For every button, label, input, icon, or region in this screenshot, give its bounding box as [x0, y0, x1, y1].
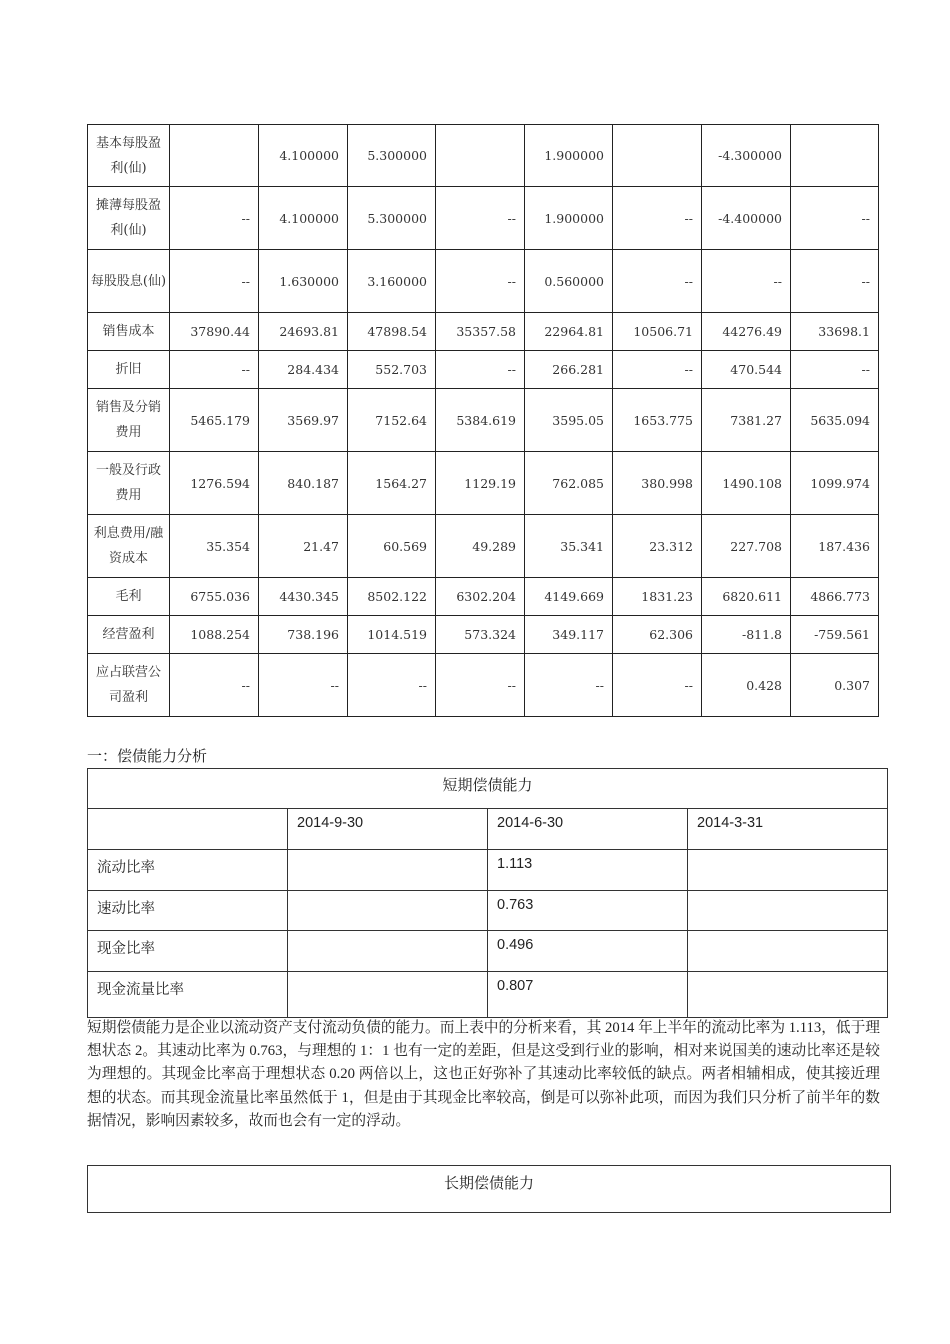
value-cell: 24693.81 [259, 313, 348, 351]
row-label: 毛利 [88, 578, 170, 616]
row-label: 摊薄每股盈利(仙) [88, 187, 170, 250]
ratio-label: 流动比率 [88, 850, 288, 891]
ratio-value: 0.496 [488, 931, 688, 972]
ratio-value [288, 891, 488, 931]
value-cell: 6755.036 [170, 578, 259, 616]
value-cell: 23.312 [613, 515, 702, 578]
value-cell: -- [525, 654, 613, 717]
row-label: 销售及分销费用 [88, 389, 170, 452]
value-cell: 1276.594 [170, 452, 259, 515]
value-cell: 380.998 [613, 452, 702, 515]
row-label: 销售成本 [88, 313, 170, 351]
financial-table-row [88, 187, 879, 250]
value-cell: -- [170, 187, 259, 250]
financial-table-row [88, 250, 879, 313]
value-cell: 1490.108 [702, 452, 791, 515]
value-cell: 0.307 [791, 654, 879, 717]
ratio-value: 1.113 [488, 850, 688, 891]
value-cell: -759.561 [791, 616, 879, 654]
short-term-row [88, 891, 888, 931]
long-term-solvency-table [87, 1165, 891, 1213]
row-label: 应占联营公司盈利 [88, 654, 170, 717]
value-cell: 35357.58 [436, 313, 525, 351]
value-cell: -- [259, 654, 348, 717]
value-cell: 7381.27 [702, 389, 791, 452]
value-cell: 4.100000 [259, 125, 348, 187]
value-cell: 227.708 [702, 515, 791, 578]
value-cell: 1129.19 [436, 452, 525, 515]
value-cell: -- [436, 250, 525, 313]
ratio-value [688, 850, 888, 891]
value-cell: 47898.54 [348, 313, 436, 351]
value-cell: 3569.97 [259, 389, 348, 452]
row-label: 折旧 [88, 351, 170, 389]
value-cell: 1.900000 [525, 187, 613, 250]
ratio-label: 现金比率 [88, 931, 288, 972]
value-cell: -- [613, 187, 702, 250]
value-cell: 4149.669 [525, 578, 613, 616]
value-cell: 5635.094 [791, 389, 879, 452]
financial-table-row [88, 313, 879, 351]
value-cell: 4866.773 [791, 578, 879, 616]
ratio-label: 现金流量比率 [88, 972, 288, 1018]
value-cell: 3.160000 [348, 250, 436, 313]
column-header: 2014-9-30 [288, 809, 488, 850]
value-cell: 6820.611 [702, 578, 791, 616]
value-cell: 35.354 [170, 515, 259, 578]
analysis-paragraph: 短期偿债能力是企业以流动资产支付流动负债的能力。而上表中的分析来看，其 2014 年上半年的流动比率为 1.113，低于理想状态 2。其速动比率为 0.763，与理想的 1：1 也有一定的差距，但是这受到行业的影响，相对来说国美的速动比率还是较为理想的。其现金比率高于理想状态 0.20 两倍以上，这也正好弥补了其速动比率较低的缺点。两者相辅相成，使其接近理想的状态。而其现金流量比率虽然低于 1，但是由于其现金比率较高，倒是可以弥补此项，而因为我们只分析了前半年的数据情况，影响因素较多，故而也会有一定的浮动。 [87, 1020, 880, 1129]
value-cell: 552.703 [348, 351, 436, 389]
value-cell: 1831.23 [613, 578, 702, 616]
column-header: 2014-3-31 [688, 809, 888, 850]
ratio-value: 0.763 [488, 891, 688, 931]
value-cell: -- [791, 187, 879, 250]
value-cell: 266.281 [525, 351, 613, 389]
value-cell: 4430.345 [259, 578, 348, 616]
value-cell: 37890.44 [170, 313, 259, 351]
short-term-row [88, 931, 888, 972]
value-cell: -- [348, 654, 436, 717]
value-cell: 5465.179 [170, 389, 259, 452]
ratio-label: 速动比率 [88, 891, 288, 931]
value-cell: 49.289 [436, 515, 525, 578]
value-cell: -4.300000 [702, 125, 791, 187]
value-cell: 1.900000 [525, 125, 613, 187]
ratio-value: 0.807 [488, 972, 688, 1018]
value-cell: 10506.71 [613, 313, 702, 351]
section-heading: 一：偿债能力分析 [87, 747, 208, 765]
value-cell: 1653.775 [613, 389, 702, 452]
financial-table-row [88, 351, 879, 389]
value-cell: -- [791, 351, 879, 389]
value-cell: 738.196 [259, 616, 348, 654]
value-cell [791, 125, 879, 187]
value-cell: 1564.27 [348, 452, 436, 515]
value-cell: 44276.49 [702, 313, 791, 351]
financial-table-row [88, 125, 879, 187]
row-label: 每股股息(仙) [88, 250, 170, 313]
value-cell: 187.436 [791, 515, 879, 578]
value-cell: 35.341 [525, 515, 613, 578]
value-cell [170, 125, 259, 187]
value-cell: -- [613, 654, 702, 717]
value-cell: -- [702, 250, 791, 313]
value-cell: -- [613, 250, 702, 313]
short-term-row [88, 972, 888, 1018]
column-header: 2014-6-30 [488, 809, 688, 850]
value-cell: 573.324 [436, 616, 525, 654]
value-cell: -- [613, 351, 702, 389]
value-cell: 6302.204 [436, 578, 525, 616]
value-cell: 1014.519 [348, 616, 436, 654]
value-cell: 349.117 [525, 616, 613, 654]
financial-table-row [88, 515, 879, 578]
financial-table-row [88, 578, 879, 616]
row-label: 基本每股盈利(仙) [88, 125, 170, 187]
long-term-table-title: 长期偿债能力 [443, 1175, 534, 1192]
financial-table-row [88, 616, 879, 654]
row-label: 经营盈利 [88, 616, 170, 654]
value-cell: 33698.1 [791, 313, 879, 351]
value-cell: 1088.254 [170, 616, 259, 654]
value-cell: -- [436, 654, 525, 717]
value-cell: 1099.974 [791, 452, 879, 515]
value-cell [436, 125, 525, 187]
value-cell: 3595.05 [525, 389, 613, 452]
short-term-table-title: 短期偿债能力 [88, 769, 888, 809]
value-cell: 60.569 [348, 515, 436, 578]
value-cell: 7152.64 [348, 389, 436, 452]
value-cell [613, 125, 702, 187]
value-cell: 840.187 [259, 452, 348, 515]
value-cell: -4.400000 [702, 187, 791, 250]
ratio-value [288, 850, 488, 891]
value-cell: -- [436, 187, 525, 250]
value-cell: 762.085 [525, 452, 613, 515]
value-cell: 8502.122 [348, 578, 436, 616]
financial-data-table [87, 124, 879, 717]
value-cell: 0.428 [702, 654, 791, 717]
ratio-value [688, 931, 888, 972]
value-cell: 5.300000 [348, 187, 436, 250]
row-label: 一般及行政费用 [88, 452, 170, 515]
value-cell: 470.544 [702, 351, 791, 389]
value-cell: 1.630000 [259, 250, 348, 313]
value-cell: -811.8 [702, 616, 791, 654]
ratio-value [288, 972, 488, 1018]
ratio-value [688, 891, 888, 931]
ratio-value [688, 972, 888, 1018]
value-cell: -- [170, 351, 259, 389]
value-cell: 284.434 [259, 351, 348, 389]
short-term-header-row [88, 809, 888, 850]
financial-table-row [88, 654, 879, 717]
value-cell: 5384.619 [436, 389, 525, 452]
short-term-solvency-table [87, 768, 888, 1018]
value-cell: 62.306 [613, 616, 702, 654]
value-cell: -- [791, 250, 879, 313]
value-cell: 0.560000 [525, 250, 613, 313]
column-header [88, 809, 288, 850]
value-cell: -- [170, 654, 259, 717]
row-label: 利息费用/融资成本 [88, 515, 170, 578]
value-cell: -- [170, 250, 259, 313]
financial-table-row [88, 389, 879, 452]
short-term-row [88, 850, 888, 891]
value-cell: -- [436, 351, 525, 389]
ratio-value [288, 931, 488, 972]
value-cell: 22964.81 [525, 313, 613, 351]
value-cell: 4.100000 [259, 187, 348, 250]
value-cell: 21.47 [259, 515, 348, 578]
financial-table-row [88, 452, 879, 515]
value-cell: 5.300000 [348, 125, 436, 187]
